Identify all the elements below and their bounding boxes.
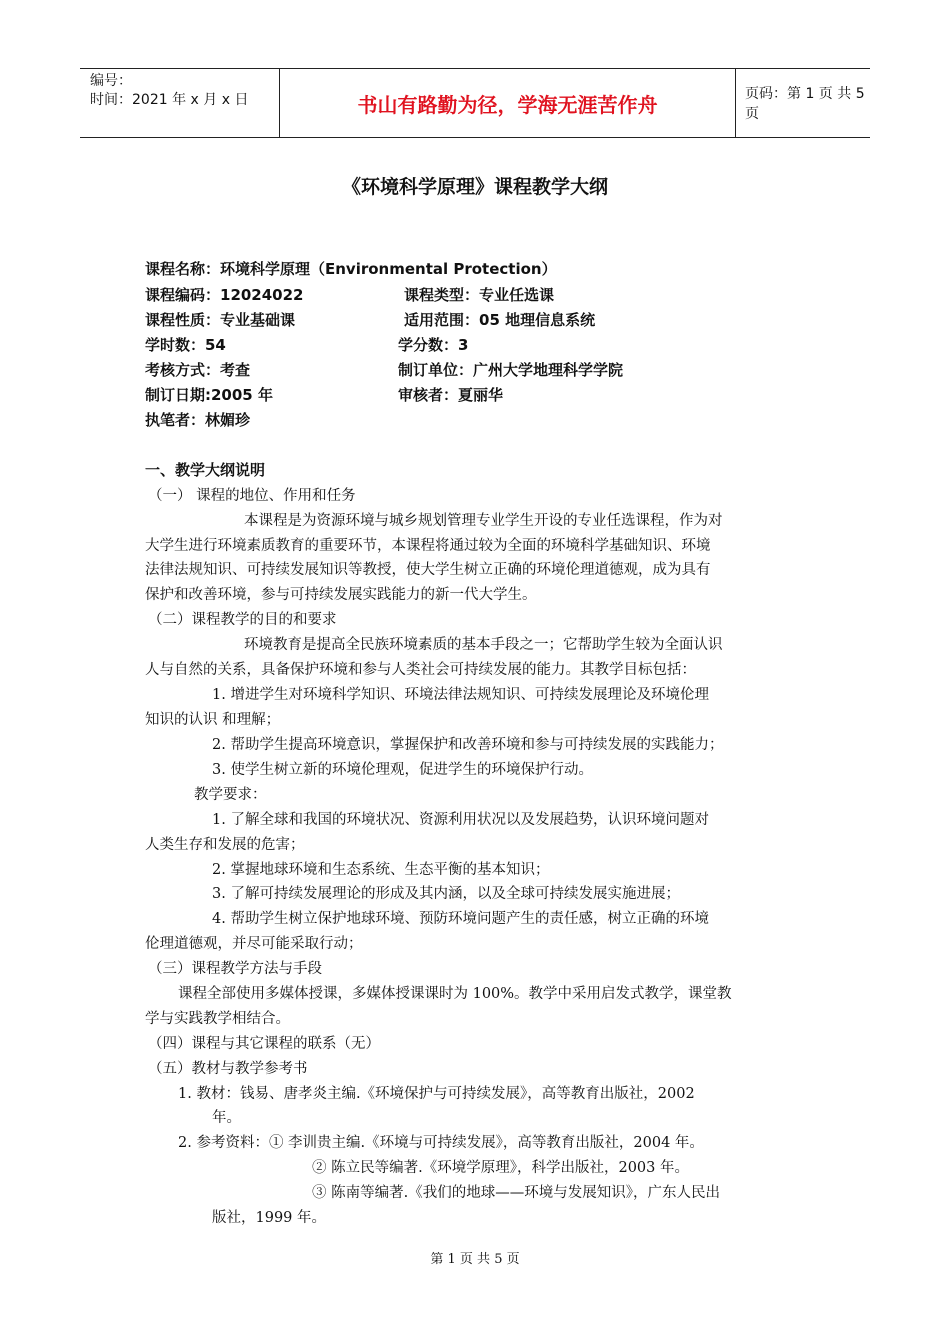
list-item: 1. 了解全球和我国的环境状况、资源利用状况以及发展趋势，认识环境问题对	[212, 812, 709, 828]
issue-date: 制订日期:2005 年	[145, 386, 273, 404]
page-footer: 第 1 页 共 5 页	[430, 1252, 520, 1267]
reference-item-continuation: 版社，1999 年。	[212, 1210, 327, 1226]
paragraph-line: 学与实践教学相结合。	[145, 1011, 290, 1027]
course-credits: 学分数：3	[398, 336, 469, 354]
list-item: 2. 掌握地球环境和生态系统、生态平衡的基本知识；	[212, 862, 550, 878]
number-label: 编号：	[90, 73, 132, 89]
list-item: 4. 帮助学生树立保护地球环境、预防环境问题产生的责任感，树立正确的环境	[212, 911, 709, 927]
course-name: 课程名称：环境科学原理（Environmental Protection）	[145, 260, 557, 278]
subsection-heading: （二）课程教学的目的和要求	[148, 612, 337, 628]
header-page-label: 页码：第 1 页 共 5 页	[745, 86, 865, 122]
issuing-unit: 制订单位：广州大学地理科学学院	[398, 361, 624, 379]
subsection-heading: （四）课程与其它课程的联系（无）	[148, 1036, 380, 1052]
list-item-continuation: 伦理道德观，并尽可能采取行动；	[145, 936, 363, 952]
reference-item: ③ 陈南等编著.《我们的地球——环境与发展知识》，广东人民出	[312, 1185, 720, 1201]
subsection-heading: （一） 课程的地位、作用和任务	[148, 488, 356, 504]
paragraph-line: 环境教育是提高全民族环境素质的基本手段之一；它帮助学生较为全面认识	[244, 637, 723, 653]
list-item: 3. 使学生树立新的环境伦理观，促进学生的环境保护行动。	[212, 762, 593, 778]
header-table	[80, 68, 870, 138]
subsection-heading: （五）教材与教学参考书	[148, 1061, 308, 1077]
list-item-continuation: 人类生存和发展的危害；	[145, 837, 305, 853]
motto: 书山有路勤为径，学海无涯苦作舟	[280, 69, 736, 137]
paragraph-line: 人与自然的关系，具备保护环境和参与人类社会可持续发展的能力。其教学目标包括：	[145, 662, 696, 678]
paragraph-line: 本课程是为资源环境与城乡规划管理专业学生开设的专业任选课程，作为对	[244, 513, 723, 529]
subsection-heading: （三）课程教学方法与手段	[148, 961, 322, 977]
course-hours: 学时数：54	[145, 336, 226, 354]
paragraph-line: 课程全部使用多媒体授课，多媒体授课课时为 100%。教学中采用启发式教学，课堂教	[178, 986, 732, 1002]
section-heading: 一、教学大纲说明	[145, 461, 266, 479]
reference-item: 2. 参考资料：① 李训贵主编.《环境与可持续发展》，高等教育出版社，2004 年。	[178, 1135, 704, 1151]
course-code: 课程编码：12024022	[145, 286, 304, 304]
list-item: 1. 增进学生对环境科学知识、环境法律法规知识、可持续发展理论及环境伦理	[212, 687, 709, 703]
paragraph-line: 保护和改善环境，参与可持续发展实践能力的新一代大学生。	[145, 587, 537, 603]
list-item: 3. 了解可持续发展理论的形成及其内涵，以及全球可持续发展实施进展；	[212, 886, 680, 902]
list-item: 2. 帮助学生提高环境意识，掌握保护和改善环境和参与可持续发展的实践能力；	[212, 737, 724, 753]
requirements-label: 教学要求：	[194, 787, 267, 803]
reference-item-continuation: 年。	[212, 1110, 241, 1126]
course-type: 课程类型：专业任选课	[404, 286, 555, 304]
reviewer: 审核者：夏丽华	[398, 386, 504, 404]
author: 执笔者：林媚珍	[145, 411, 251, 429]
reference-item: 1. 教材：钱易、唐孝炎主编.《环境保护与可持续发展》，高等教育出版社，2002	[178, 1086, 695, 1102]
paragraph-line: 法律法规知识、可持续发展知识等教授，使大学生树立正确的环境伦理道德观，成为具有	[145, 562, 711, 578]
assessment-method: 考核方式：考查	[145, 361, 251, 379]
course-scope: 适用范围：05 地理信息系统	[404, 311, 596, 329]
paragraph-line: 大学生进行环境素质教育的重要环节，本课程将通过较为全面的环境科学基础知识、环境	[145, 538, 711, 554]
time-label: 时间：2021 年 x 月 x 日	[90, 92, 249, 108]
course-nature: 课程性质：专业基础课	[145, 311, 296, 329]
document-title: 《环境科学原理》课程教学大纲	[341, 176, 608, 198]
header-left-cell	[80, 69, 280, 137]
reference-item: ② 陈立民等编著.《环境学原理》，科学出版社，2003 年。	[312, 1160, 689, 1176]
list-item-continuation: 知识的认识 和理解；	[145, 712, 281, 728]
